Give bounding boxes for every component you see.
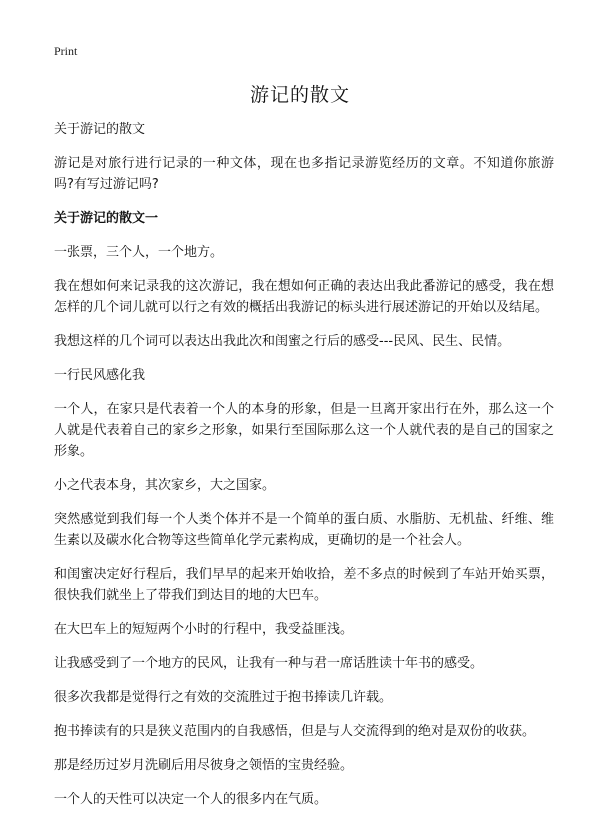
paragraph: 一张票，三个人，一个地方。 [54,245,224,260]
print-link[interactable]: Print [54,44,78,58]
paragraph: 突然感觉到我们每一个人类个体并不是一个简单的蛋白质、水脂肪、无机盐、纤维、维生素以及碳水化合物等这些简单化学元素构成，更确切的是一个社会人。 [54,512,554,548]
paragraph: 一个人的天性可以决定一个人的很多内在气质。 [54,792,328,807]
paragraph: 一行民风感化我 [54,368,146,383]
paragraph: 我想这样的几个词可以表达出我此次和闺蜜之行后的感受---民风、民生、民情。 [54,334,511,349]
paragraph-intro-label: 关于游记的散文 [54,122,146,137]
paragraph: 很多次我都是觉得行之有效的交流胜过于抱书捧读几许载。 [54,690,393,705]
paragraph: 我在想如何来记录我的这次游记，我在想如何正确的表达出我此番游记的感受，我在想怎样的几个词儿就可以行之有效的概括出我游记的标头进行展述游记的开始以及结尾。 [54,279,554,315]
paragraph: 一个人，在家只是代表着一个人的本身的形象，但是一旦离开家出行在外，那么这一个人就是代表着自己的家乡之形象，如果行至国际那么这一个人就代表的是自己的国家之形象。 [54,402,554,459]
article-body [54,119,554,823]
paragraph: 那是经历过岁月洗刷后用尽彼身之领悟的宝贵经验。 [54,758,354,773]
paragraph: 抱书捧读有的只是狭义范围内的自我感悟，但是与人交流得到的绝对是双份的收获。 [54,724,536,739]
paragraph: 和闺蜜决定好行程后，我们早早的起来开始收拾，差不多点的时候到了车站开始买票，很快我们就坐上了带我们到达目的地的大巴车。 [54,567,554,603]
paragraph: 让我感受到了一个地方的民风，让我有一种与君一席话胜读十年书的感受。 [54,656,484,671]
section-heading: 关于游记的散文一 [54,211,159,226]
paragraph: 在大巴车上的短短两个小时的行程中，我受益匪浅。 [54,622,354,637]
paragraph: 小之代表本身，其次家乡，大之国家。 [54,478,276,493]
paragraph-intro-text: 游记是对旅行进行记录的一种文体，现在也多指记录游览经历的文章。不知道你旅游吗?有写过游记吗? [54,156,554,192]
page-title: 游记的散文 [249,84,350,106]
